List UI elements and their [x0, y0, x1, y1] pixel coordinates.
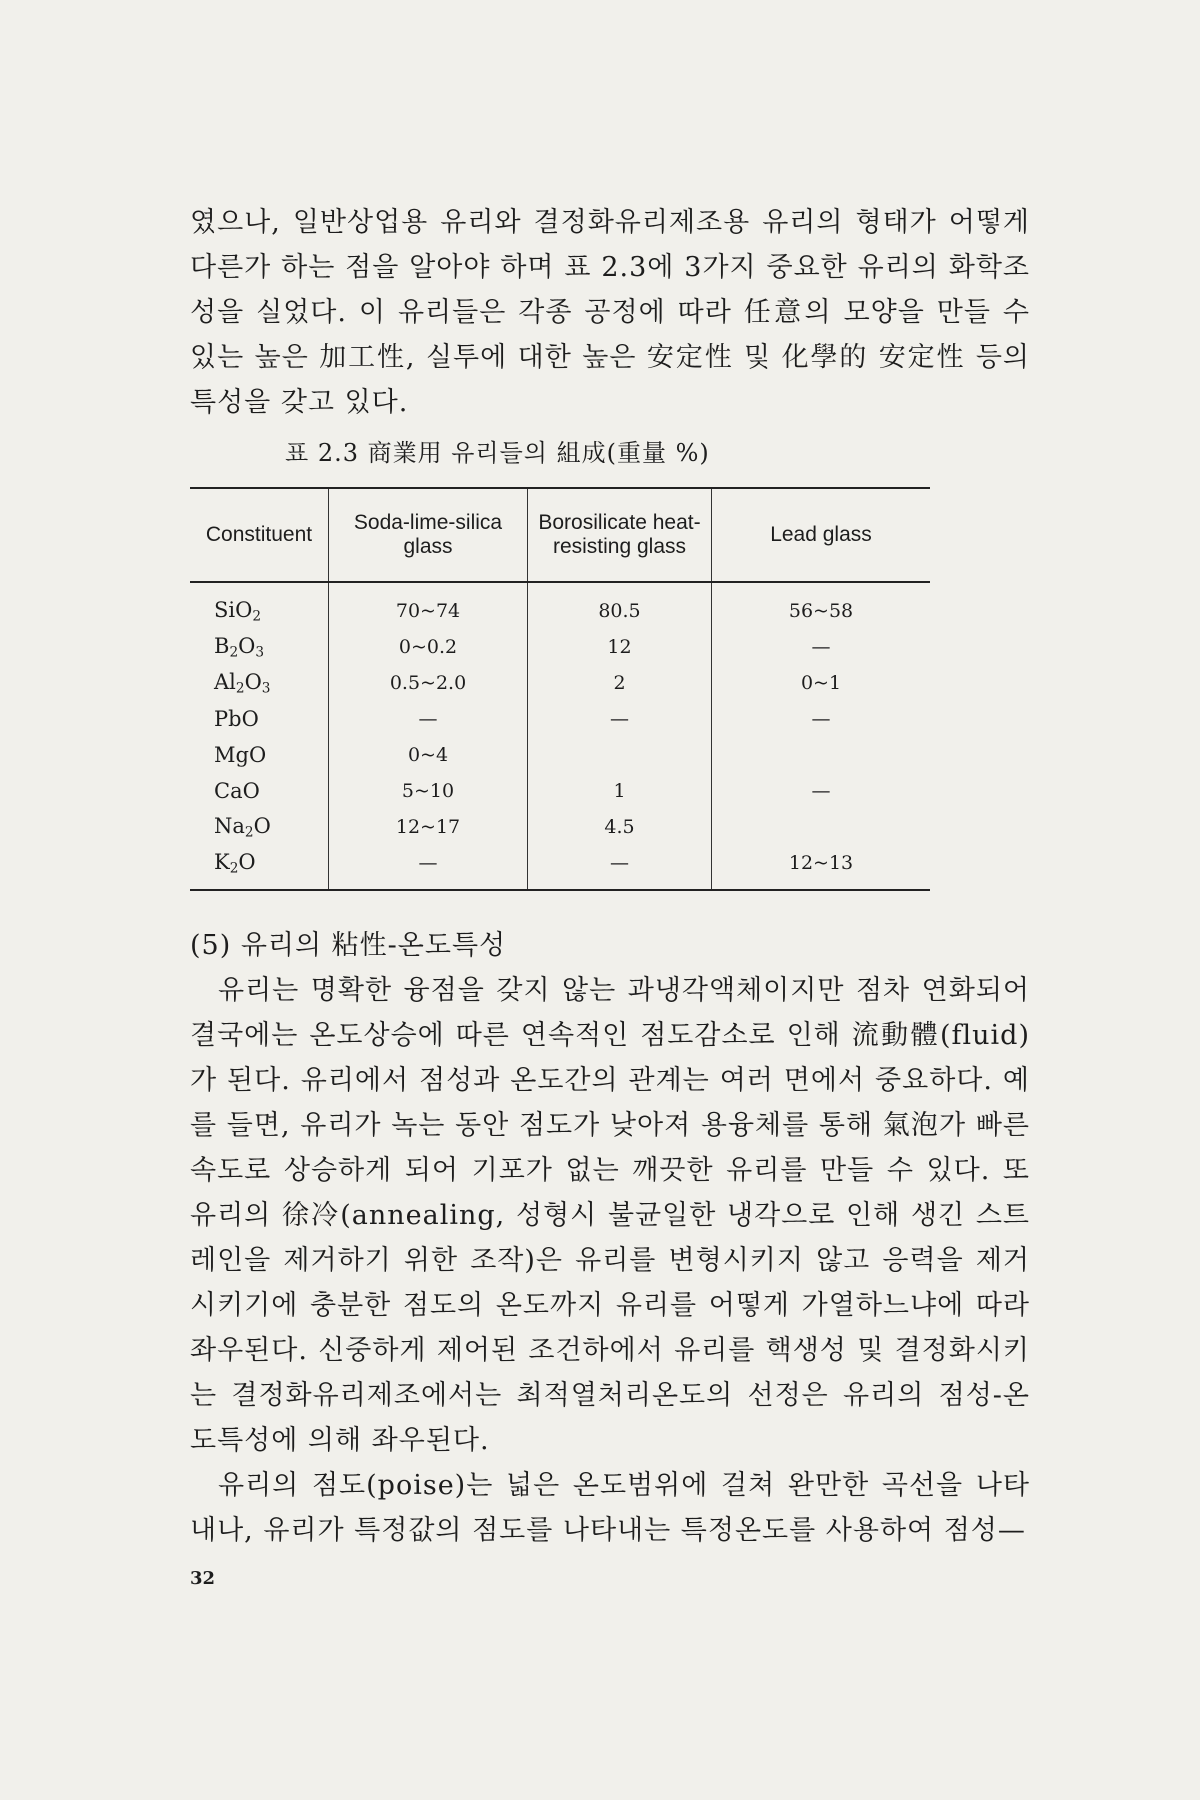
cell-constituent: $B_2O_3$: [190, 629, 329, 665]
cell-borosilicate: —: [528, 701, 712, 737]
cell-constituent: $K_2O$: [190, 845, 329, 890]
table-row: [190, 737, 930, 773]
page-number: 32: [190, 1568, 216, 1589]
paragraph-viscosity: 유리는 명확한 융점을 갖지 않는 과냉각액체이지만 점차 연화되어 결국에는 온도상승에 따른 연속적인 점도감소로 인해 流動體(fluid)가 된다. 유리에서 점성과 온도간의 관계는 여러 면에서 중요하다. 예를 들면, 유리가 녹는 동안 점도가 낮아져 용융체를 통해 氣泡가 빠른 속도로 상승하게 되어 기포가 없는 깨끗한 유리를 만들 수 있다. 또 유리의 徐冷(annealing, 성형시 불균일한 냉각으로 인해 생긴 스트레인을 제거하기 위한 조작)은 유리를 변형시키지 않고 응력을 제거시키기에 충분한 점도의 온도까지 유리를 어떻게 가열하느냐에 따라 좌우된다. 신중하게 제어된 조건하에서 유리를 핵생성 및 결정화시키는 결정화유리제조에서는 최적열처리온도의 선정은 유리의 점성-온도특성에 의해 좌우된다.: [190, 975, 1030, 1456]
cell-borosilicate: 1: [528, 773, 712, 809]
cell-constituent: $Na_2O$: [190, 809, 329, 845]
header-borosilicate: Borosilicate heat-resisting glass: [528, 488, 712, 582]
cell-constituent: MgO: [190, 737, 329, 773]
cell-soda-lime: 0~4: [329, 737, 528, 773]
cell-borosilicate: [528, 737, 712, 773]
header-lead-glass: Lead glass: [712, 488, 931, 582]
cell-lead-glass: 56~58: [788, 600, 854, 622]
table-row: [190, 582, 930, 629]
table-row: [190, 629, 930, 665]
table-row: [190, 665, 930, 701]
cell-lead-glass: —: [811, 708, 831, 730]
cell-borosilicate: 4.5: [528, 809, 712, 845]
cell-lead-glass: [712, 737, 931, 773]
cell-borosilicate: —: [528, 845, 712, 890]
table-header-row: [190, 488, 930, 582]
section-heading: (5) 유리의 粘性-온도특성: [190, 930, 507, 961]
table-row: [190, 773, 930, 809]
cell-soda-lime: 0.5~2.0: [329, 665, 528, 701]
cell-soda-lime: 70~74: [329, 582, 528, 629]
cell-borosilicate: 12: [528, 629, 712, 665]
cell-lead-glass: —: [811, 636, 831, 658]
cell-constituent: PbO: [190, 701, 329, 737]
cell-lead-glass: [712, 809, 931, 845]
cell-lead-glass: 0~1: [800, 672, 842, 694]
composition-table: [190, 487, 930, 891]
cell-borosilicate: 2: [528, 665, 712, 701]
cell-constituent: SiO$_2$: [190, 582, 329, 629]
cell-soda-lime: 12~17: [329, 809, 528, 845]
cell-constituent: $Al_2O_3$: [190, 665, 329, 701]
cell-soda-lime: 0~0.2: [329, 629, 528, 665]
cell-soda-lime: 5~10: [329, 773, 528, 809]
header-soda-lime: Soda-lime-silica glass: [329, 488, 528, 582]
document-page: [190, 200, 1030, 1553]
table-row: [190, 809, 930, 845]
table-row: [190, 845, 930, 890]
header-constituent: Constituent: [190, 488, 329, 582]
cell-lead-glass: —: [811, 780, 831, 802]
paragraph-poise: 유리의 점도(poise)는 넓은 온도범위에 걸쳐 완만한 곡선을 나타내나, 유리가 특정값의 점도를 나타내는 특정온도를 사용하여 점성—: [190, 1470, 1030, 1546]
table-body: [190, 582, 930, 890]
table-caption: 표 2.3 商業用 유리들의 組成(重量 %): [285, 439, 710, 467]
cell-soda-lime: —: [329, 845, 528, 890]
cell-borosilicate: 80.5: [528, 582, 712, 629]
table-row: [190, 701, 930, 737]
cell-constituent: CaO: [190, 773, 329, 809]
cell-soda-lime: —: [329, 701, 528, 737]
intro-paragraph: 였으나, 일반상업용 유리와 결정화유리제조용 유리의 형태가 어떻게 다른가 하는 점을 알아야 하며 표 2.3에 3가지 중요한 유리의 화학조성을 실었다. 이 유리들은 각종 공정에 따라 任意의 모양을 만들 수 있는 높은 加工性, 실투에 대한 높은 安定性 및 化學的 安定性 등의 특성을 갖고 있다.: [190, 207, 1030, 418]
cell-lead-glass: 12~13: [788, 852, 854, 874]
